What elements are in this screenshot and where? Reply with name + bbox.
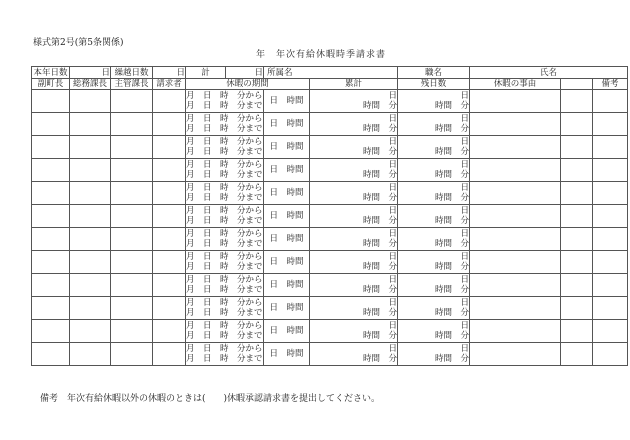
approval-general-affairs-cell[interactable] xyxy=(70,205,111,228)
remaining-cell[interactable] xyxy=(398,251,470,274)
col-leave-period: 休暇の期間 xyxy=(186,79,310,90)
leave-period-cell[interactable] xyxy=(186,343,264,366)
approval-supervising-chief-cell[interactable] xyxy=(111,274,153,297)
remarks-cell[interactable] xyxy=(593,274,628,297)
requester-seal-cell[interactable] xyxy=(153,182,186,205)
col-cumulative: 累計 xyxy=(310,79,398,90)
period-from: 月 日 時 分から xyxy=(186,160,263,170)
cumulative-days-unit: 日 xyxy=(388,275,397,285)
footer-note: 備考 年次有給休暇以外の休暇のときは( )休暇承認請求書を提出してください。 xyxy=(40,394,381,404)
duration-cell[interactable]: 日 時間 xyxy=(264,90,310,113)
duration-cell[interactable]: 日 時間 xyxy=(264,320,310,343)
approval-deputy-mayor-cell[interactable] xyxy=(32,182,70,205)
spare-cell[interactable] xyxy=(561,228,593,251)
remaining-time-unit: 時間 分 xyxy=(434,124,469,134)
col-reason: 休暇の事由 xyxy=(470,79,561,90)
period-to: 月 日 時 分まで xyxy=(186,239,263,249)
remarks-cell[interactable] xyxy=(593,182,628,205)
reason-cell[interactable] xyxy=(470,205,561,228)
duration-cell[interactable]: 日 時間 xyxy=(264,343,310,366)
approval-general-affairs-cell[interactable] xyxy=(70,320,111,343)
col-remaining-days: 残日数 xyxy=(398,79,470,90)
leave-period-cell[interactable] xyxy=(186,297,264,320)
approval-general-affairs-cell[interactable] xyxy=(70,159,111,182)
leave-entry-row xyxy=(32,251,628,274)
remaining-cell[interactable] xyxy=(398,159,470,182)
leave-period-cell[interactable] xyxy=(186,205,264,228)
approval-supervising-chief-cell[interactable] xyxy=(111,182,153,205)
period-to: 月 日 時 分まで xyxy=(186,331,263,341)
period-from: 月 日 時 分から xyxy=(186,114,263,124)
duration-cell[interactable]: 日 時間 xyxy=(264,113,310,136)
spare-cell[interactable] xyxy=(561,343,593,366)
col-deputy-mayor: 副町長 xyxy=(32,79,70,90)
reason-cell[interactable] xyxy=(470,159,561,182)
period-from: 月 日 時 分から xyxy=(186,344,263,354)
position-label: 職名 xyxy=(398,67,470,79)
leave-entry-row xyxy=(32,113,628,136)
spare-cell[interactable] xyxy=(561,136,593,159)
leave-entry-row xyxy=(32,274,628,297)
remarks-cell[interactable] xyxy=(593,228,628,251)
remaining-time-unit: 時間 分 xyxy=(434,331,469,341)
spare-cell[interactable] xyxy=(561,90,593,113)
spare-cell[interactable] xyxy=(561,251,593,274)
leave-entry-row xyxy=(32,343,628,366)
approval-general-affairs-cell[interactable] xyxy=(70,228,111,251)
approval-supervising-chief-cell[interactable] xyxy=(111,320,153,343)
period-from: 月 日 時 分から xyxy=(186,275,263,285)
cumulative-days-unit: 日 xyxy=(388,344,397,354)
col-supervising-chief: 主管課長 xyxy=(111,79,153,90)
remarks-cell[interactable] xyxy=(593,320,628,343)
carryover-days-label: 繰越日数 xyxy=(111,67,153,79)
period-from: 月 日 時 分から xyxy=(186,229,263,239)
form-id: 様式第2号(第5条関係) xyxy=(33,38,124,48)
period-from: 月 日 時 分から xyxy=(186,298,263,308)
reason-cell[interactable] xyxy=(470,182,561,205)
approval-deputy-mayor-cell[interactable] xyxy=(32,228,70,251)
remaining-cell[interactable] xyxy=(398,113,470,136)
requester-seal-cell[interactable] xyxy=(153,90,186,113)
remaining-cell[interactable] xyxy=(398,320,470,343)
approval-deputy-mayor-cell[interactable] xyxy=(32,113,70,136)
col-requester-spare xyxy=(561,79,593,90)
col-general-affairs-chief: 総務課長 xyxy=(70,79,111,90)
approval-general-affairs-cell[interactable] xyxy=(70,90,111,113)
cumulative-days-unit: 日 xyxy=(388,91,397,101)
remaining-time-unit: 時間 分 xyxy=(434,193,469,203)
requester-seal-cell[interactable] xyxy=(153,159,186,182)
remaining-days-unit: 日 xyxy=(460,252,469,262)
period-from: 月 日 時 分から xyxy=(186,91,263,101)
approval-supervising-chief-cell[interactable] xyxy=(111,136,153,159)
remaining-days-unit: 日 xyxy=(460,114,469,124)
current-year-days-label: 本年日数 xyxy=(33,67,68,78)
approval-deputy-mayor-cell[interactable] xyxy=(32,159,70,182)
requester-seal-cell[interactable] xyxy=(153,113,186,136)
requester-seal-cell[interactable] xyxy=(153,251,186,274)
cumulative-cell[interactable] xyxy=(310,159,398,182)
summary-row xyxy=(32,67,628,79)
reason-cell[interactable] xyxy=(470,251,561,274)
remarks-cell[interactable] xyxy=(593,159,628,182)
remaining-time-unit: 時間 分 xyxy=(434,216,469,226)
reason-cell[interactable] xyxy=(470,113,561,136)
remaining-time-unit: 時間 分 xyxy=(434,147,469,157)
page-title: 年 年次有給休暇時季請求書 xyxy=(256,50,387,60)
leave-entry-row xyxy=(32,182,628,205)
leave-period-cell[interactable] xyxy=(186,274,264,297)
reason-cell[interactable] xyxy=(470,136,561,159)
remaining-cell[interactable] xyxy=(398,343,470,366)
spare-cell[interactable] xyxy=(561,113,593,136)
cumulative-cell[interactable] xyxy=(310,297,398,320)
cumulative-cell[interactable] xyxy=(310,136,398,159)
remaining-days-unit: 日 xyxy=(460,344,469,354)
period-from: 月 日 時 分から xyxy=(186,137,263,147)
remaining-time-unit: 時間 分 xyxy=(434,354,469,364)
cumulative-cell[interactable] xyxy=(310,182,398,205)
cumulative-time-unit: 時間 分 xyxy=(362,124,397,134)
period-to: 月 日 時 分まで xyxy=(186,354,263,364)
duration-cell[interactable]: 日 時間 xyxy=(264,274,310,297)
cumulative-time-unit: 時間 分 xyxy=(362,216,397,226)
leave-entry-row xyxy=(32,136,628,159)
cumulative-cell[interactable] xyxy=(310,90,398,113)
reason-cell[interactable] xyxy=(470,297,561,320)
remaining-time-unit: 時間 分 xyxy=(434,285,469,295)
cumulative-time-unit: 時間 分 xyxy=(362,354,397,364)
reason-cell[interactable] xyxy=(470,90,561,113)
period-to: 月 日 時 分まで xyxy=(186,308,263,318)
cumulative-days-unit: 日 xyxy=(388,160,397,170)
cumulative-time-unit: 時間 分 xyxy=(362,101,397,111)
period-to: 月 日 時 分まで xyxy=(186,216,263,226)
cumulative-cell[interactable] xyxy=(310,228,398,251)
leave-period-cell[interactable] xyxy=(186,251,264,274)
approval-general-affairs-cell[interactable] xyxy=(70,251,111,274)
spare-cell[interactable] xyxy=(561,205,593,228)
remaining-cell[interactable] xyxy=(398,205,470,228)
leave-entry-row xyxy=(32,90,628,113)
period-to: 月 日 時 分まで xyxy=(186,124,263,134)
cumulative-cell[interactable] xyxy=(310,251,398,274)
remarks-cell[interactable] xyxy=(593,205,628,228)
remaining-days-unit: 日 xyxy=(460,298,469,308)
approval-supervising-chief-cell[interactable] xyxy=(111,159,153,182)
cumulative-time-unit: 時間 分 xyxy=(362,170,397,180)
approval-supervising-chief-cell[interactable] xyxy=(111,228,153,251)
leave-entry-row xyxy=(32,205,628,228)
period-to: 月 日 時 分まで xyxy=(186,147,263,157)
approval-deputy-mayor-cell[interactable] xyxy=(32,90,70,113)
period-from: 月 日 時 分から xyxy=(186,183,263,193)
approval-supervising-chief-cell[interactable] xyxy=(111,113,153,136)
leave-request-table xyxy=(31,66,628,366)
remaining-time-unit: 時間 分 xyxy=(434,308,469,318)
period-to: 月 日 時 分まで xyxy=(186,262,263,272)
remarks-cell[interactable] xyxy=(593,136,628,159)
approval-deputy-mayor-cell[interactable] xyxy=(32,297,70,320)
cumulative-time-unit: 時間 分 xyxy=(362,331,397,341)
current-year-days-unit: 日 xyxy=(70,67,111,79)
spare-cell[interactable] xyxy=(561,297,593,320)
requester-seal-cell[interactable] xyxy=(153,274,186,297)
requester-seal-cell[interactable] xyxy=(153,297,186,320)
leave-period-cell[interactable] xyxy=(186,113,264,136)
leave-entry-row xyxy=(32,297,628,320)
remaining-cell[interactable] xyxy=(398,90,470,113)
remaining-cell[interactable] xyxy=(398,274,470,297)
duration-cell[interactable]: 日 時間 xyxy=(264,159,310,182)
reason-cell[interactable] xyxy=(470,343,561,366)
cumulative-days-unit: 日 xyxy=(388,252,397,262)
cumulative-days-unit: 日 xyxy=(388,137,397,147)
cumulative-time-unit: 時間 分 xyxy=(362,147,397,157)
cumulative-cell[interactable] xyxy=(310,113,398,136)
remarks-cell[interactable] xyxy=(593,90,628,113)
spare-cell[interactable] xyxy=(561,274,593,297)
duration-cell[interactable]: 日 時間 xyxy=(264,228,310,251)
leave-period-cell[interactable] xyxy=(186,182,264,205)
remarks-cell[interactable] xyxy=(593,251,628,274)
cumulative-time-unit: 時間 分 xyxy=(362,193,397,203)
cumulative-cell[interactable] xyxy=(310,274,398,297)
period-to: 月 日 時 分まで xyxy=(186,285,263,295)
remaining-days-unit: 日 xyxy=(460,91,469,101)
leave-entry-row xyxy=(32,320,628,343)
column-header-row xyxy=(32,79,628,90)
approval-deputy-mayor-cell[interactable] xyxy=(32,136,70,159)
approval-supervising-chief-cell[interactable] xyxy=(111,297,153,320)
remarks-cell[interactable] xyxy=(593,297,628,320)
leave-entry-row xyxy=(32,228,628,251)
approval-supervising-chief-cell[interactable] xyxy=(111,251,153,274)
leave-period-cell[interactable] xyxy=(186,90,264,113)
cumulative-days-unit: 日 xyxy=(388,206,397,216)
cumulative-cell[interactable] xyxy=(310,320,398,343)
remaining-time-unit: 時間 分 xyxy=(434,101,469,111)
cumulative-time-unit: 時間 分 xyxy=(362,262,397,272)
approval-general-affairs-cell[interactable] xyxy=(70,136,111,159)
remaining-cell[interactable] xyxy=(398,182,470,205)
remaining-days-unit: 日 xyxy=(460,275,469,285)
approval-general-affairs-cell[interactable] xyxy=(70,182,111,205)
cumulative-cell[interactable] xyxy=(310,205,398,228)
duration-cell[interactable]: 日 時間 xyxy=(264,297,310,320)
total-label: 計 xyxy=(186,67,226,79)
remaining-days-unit: 日 xyxy=(460,137,469,147)
period-from: 月 日 時 分から xyxy=(186,321,263,331)
duration-cell[interactable]: 日 時間 xyxy=(264,182,310,205)
department-label: 所属名 xyxy=(264,67,398,79)
requester-seal-cell[interactable] xyxy=(153,205,186,228)
total-days-unit: 日 xyxy=(226,67,264,79)
cumulative-cell[interactable] xyxy=(310,343,398,366)
duration-cell[interactable]: 日 時間 xyxy=(264,136,310,159)
spare-cell[interactable] xyxy=(561,182,593,205)
requester-seal-cell[interactable] xyxy=(153,320,186,343)
reason-cell[interactable] xyxy=(470,274,561,297)
period-from: 月 日 時 分から xyxy=(186,252,263,262)
requester-seal-cell[interactable] xyxy=(153,136,186,159)
leave-period-cell[interactable] xyxy=(186,159,264,182)
approval-deputy-mayor-cell[interactable] xyxy=(32,274,70,297)
approval-deputy-mayor-cell[interactable] xyxy=(32,205,70,228)
leave-period-cell[interactable] xyxy=(186,320,264,343)
remaining-days-unit: 日 xyxy=(460,206,469,216)
reason-cell[interactable] xyxy=(470,320,561,343)
carryover-days-unit: 日 xyxy=(153,67,186,79)
cumulative-days-unit: 日 xyxy=(388,321,397,331)
leave-entry-row xyxy=(32,159,628,182)
approval-general-affairs-cell[interactable] xyxy=(70,297,111,320)
name-label: 氏名 xyxy=(470,67,628,79)
col-remarks: 備考 xyxy=(593,79,628,90)
remarks-cell[interactable] xyxy=(593,113,628,136)
requester-seal-cell[interactable] xyxy=(153,228,186,251)
period-to: 月 日 時 分まで xyxy=(186,193,263,203)
approval-general-affairs-cell[interactable] xyxy=(70,343,111,366)
approval-general-affairs-cell[interactable] xyxy=(70,274,111,297)
approval-deputy-mayor-cell[interactable] xyxy=(32,251,70,274)
remaining-days-unit: 日 xyxy=(460,229,469,239)
duration-cell[interactable]: 日 時間 xyxy=(264,251,310,274)
cumulative-time-unit: 時間 分 xyxy=(362,308,397,318)
requester-seal-cell[interactable] xyxy=(153,343,186,366)
remaining-days-unit: 日 xyxy=(460,183,469,193)
cumulative-days-unit: 日 xyxy=(388,114,397,124)
approval-supervising-chief-cell[interactable] xyxy=(111,343,153,366)
remaining-cell[interactable] xyxy=(398,136,470,159)
leave-period-cell[interactable] xyxy=(186,136,264,159)
duration-cell[interactable]: 日 時間 xyxy=(264,205,310,228)
approval-supervising-chief-cell[interactable] xyxy=(111,205,153,228)
reason-cell[interactable] xyxy=(470,228,561,251)
cumulative-days-unit: 日 xyxy=(388,298,397,308)
remaining-days-unit: 日 xyxy=(460,160,469,170)
period-to: 月 日 時 分まで xyxy=(186,101,263,111)
cumulative-days-unit: 日 xyxy=(388,183,397,193)
remaining-time-unit: 時間 分 xyxy=(434,170,469,180)
period-from: 月 日 時 分から xyxy=(186,206,263,216)
approval-general-affairs-cell[interactable] xyxy=(70,113,111,136)
approval-supervising-chief-cell[interactable] xyxy=(111,90,153,113)
spare-cell[interactable] xyxy=(561,159,593,182)
col-requester: 請求者 xyxy=(153,79,186,90)
remaining-days-unit: 日 xyxy=(460,321,469,331)
cumulative-time-unit: 時間 分 xyxy=(362,285,397,295)
period-to: 月 日 時 分まで xyxy=(186,170,263,180)
cumulative-days-unit: 日 xyxy=(388,229,397,239)
remaining-time-unit: 時間 分 xyxy=(434,262,469,272)
leave-period-cell[interactable] xyxy=(186,228,264,251)
remaining-time-unit: 時間 分 xyxy=(434,239,469,249)
cumulative-time-unit: 時間 分 xyxy=(362,239,397,249)
approval-deputy-mayor-cell[interactable] xyxy=(32,343,70,366)
remaining-cell[interactable] xyxy=(398,228,470,251)
remarks-cell[interactable] xyxy=(593,343,628,366)
remaining-cell[interactable] xyxy=(398,297,470,320)
spare-cell[interactable] xyxy=(561,320,593,343)
approval-deputy-mayor-cell[interactable] xyxy=(32,320,70,343)
